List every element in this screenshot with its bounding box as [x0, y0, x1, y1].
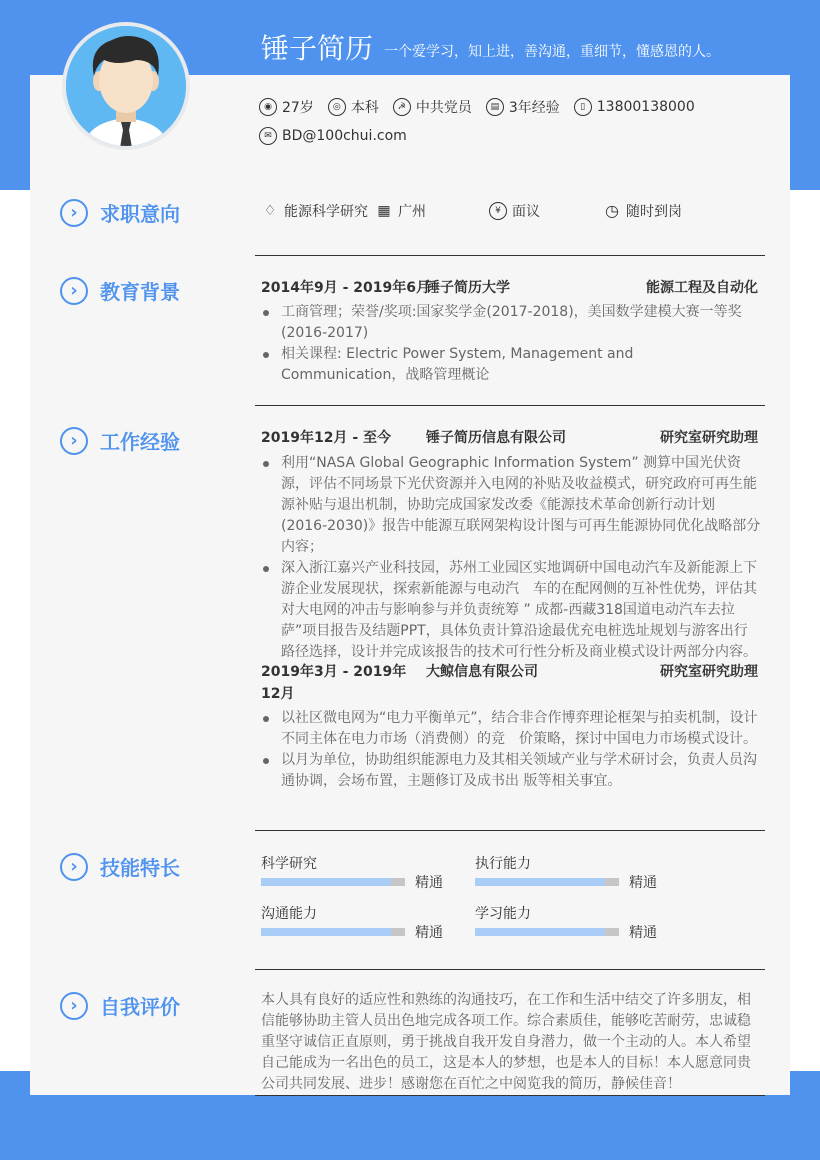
education-major: 能源工程及自动化 — [646, 280, 758, 296]
education-school: 锤子简历大学 — [426, 280, 510, 296]
section-title: 工作经验 — [100, 430, 180, 454]
section-title: 自我评价 — [100, 995, 180, 1019]
clock-icon: ◷ — [605, 201, 619, 220]
self-evaluation-text: 本人具有良好的适应性和熟练的沟通技巧，在工作和生活中结交了许多朋友，相信能够协助主管人员出色地完成各项工作。综合素质佳，能够吃苦耐劳，忠诚稳重坚守诚信正直原则，勇于挑战自我开发自身潜力，做一个主动的人。本人希望自己能成为一名出色的员工，这是本人的梦想，也是本人的目标！本人愿意同贵公司共同发展、进步！感谢您在百忙之中阅览我的简历，静候佳音！ — [261, 992, 751, 1092]
section-education-header — [60, 276, 180, 305]
section-intent-header — [60, 198, 180, 227]
email-icon: ✉ — [259, 127, 277, 145]
skill-level: 精通 — [629, 925, 657, 941]
work-company: 锤子简历信息有限公司 — [426, 430, 566, 446]
intent-availability-text: 随时到岗 — [626, 204, 682, 220]
chevron-right-icon: › — [60, 992, 88, 1020]
chevron-right-icon: › — [60, 427, 88, 455]
info-degree — [328, 97, 379, 117]
info-email-text: BD@100chui.com — [282, 128, 407, 144]
section-title: 教育背景 — [100, 280, 180, 304]
divider — [255, 969, 765, 970]
intent-salary — [489, 201, 603, 221]
list-item: 利用“NASA Global Geographic Information System” 测算中国光伏资源，评估不同场景下光伏资源并入电网的补贴及收益模式，研究政府可再生能源补贴与退出机制，协助完成国家发改委《能源技术革命创新行动计划(2016-2030)》报告中能源互联网架构设计图与可再生能源协同优化战略部分内容； — [261, 453, 761, 558]
section-work-header — [60, 426, 180, 455]
divider — [255, 830, 765, 831]
work-entry-1-header — [261, 427, 758, 447]
list-item: 工商管理；荣誉/奖项:国家奖学金(2017-2018)，美国数学建模大赛一等奖(2016-2017) — [261, 302, 761, 344]
skill-bar-fill — [261, 928, 391, 936]
info-experience — [486, 97, 560, 117]
divider — [255, 1095, 765, 1096]
skill-name: 沟通能力 — [261, 906, 317, 922]
work-company: 大鲸信息有限公司 — [426, 664, 538, 680]
chevron-right-icon: › — [60, 277, 88, 305]
list-item: 以社区微电网为“电力平衡单元”，结合非合作博弈理论框架与拍卖机制，设计不同主体在电力市场（消费侧）的竞 价策略，探讨中国电力市场模式设计。 — [261, 708, 761, 750]
work-role: 研究室研究助理 — [660, 430, 758, 446]
chevron-right-icon: › — [60, 199, 88, 227]
tie-icon: ♢ — [263, 203, 277, 219]
skill-bar — [475, 878, 619, 886]
avatar — [62, 22, 190, 150]
skill-name: 科学研究 — [261, 856, 317, 872]
info-age — [259, 97, 314, 117]
basic-info-row-2 — [259, 127, 421, 145]
skill-level: 精通 — [629, 875, 657, 891]
skill-bar-fill — [261, 878, 391, 886]
list-item: 以月为单位，协助组织能源电力及其相关领域产业与学术研讨会，负责人员沟通协调，会场布置，主题修订及成书出 版等相关事宜。 — [261, 750, 761, 792]
skill-name: 学习能力 — [475, 906, 531, 922]
work-date: 2019年3月 - 2019年12月 — [261, 664, 407, 702]
work-entry-2-header — [261, 661, 758, 703]
age-icon: ◉ — [259, 98, 277, 116]
work-entry-1-details — [261, 453, 761, 663]
intent-field — [261, 201, 375, 221]
section-skills-header — [60, 852, 180, 881]
degree-icon: ◎ — [328, 98, 346, 116]
intent-city-text: 广州 — [398, 204, 426, 220]
intent-field-text: 能源科学研究 — [284, 204, 368, 220]
info-party-text: 中共党员 — [415, 100, 472, 116]
skill-name: 执行能力 — [475, 856, 531, 872]
list-item: 相关课程: Electric Power System, Management and Communication，战略管理概论 — [261, 344, 761, 386]
job-intent-row — [261, 201, 761, 221]
skill-bar-fill — [475, 928, 605, 936]
work-role: 研究室研究助理 — [660, 664, 758, 680]
info-phone — [574, 98, 695, 116]
skill-bar — [475, 928, 619, 936]
work-date: 2019年12月 - 至今 — [261, 430, 392, 446]
education-date: 2014年9月 - 2019年6月 — [261, 280, 430, 296]
salary-icon: ¥ — [489, 202, 507, 220]
divider — [255, 255, 765, 256]
education-details — [261, 302, 761, 386]
info-degree-text: 本科 — [350, 100, 379, 116]
building-icon: ▦ — [377, 203, 391, 219]
skill-level: 精通 — [415, 925, 443, 941]
skill-bar — [261, 878, 405, 886]
intent-salary-text: 面议 — [512, 204, 540, 220]
info-phone-text: 13800138000 — [596, 99, 695, 115]
intent-availability — [603, 201, 682, 221]
candidate-name: 锤子简历 — [261, 32, 374, 65]
info-age-text: 27岁 — [282, 100, 314, 116]
education-entry-header — [261, 277, 758, 297]
section-self-header — [60, 991, 180, 1020]
phone-icon: ▯ — [574, 98, 592, 116]
party-icon: ☭ — [393, 98, 411, 116]
avatar-illustration-icon — [66, 26, 186, 146]
intent-city — [375, 201, 489, 221]
motto: 一个爱学习，知上进，善沟通，重细节，懂感恩的人。 — [384, 44, 720, 60]
list-item: 深入浙江嘉兴产业科技园，苏州工业园区实地调研中国电动汽车及新能源上下游企业发展现状，探索新能源与电动汽 车的在配网侧的互补性优势，评估其对大电网的冲击与影响参与并负责统筹 ” 成都-西藏318国道电动汽车去拉萨”项目报告及结题PPT，具体负责计算沿途最优充电桩选址规划与游客出行路径选择，设计并完成该报告的技术可行性分析及商业模式设计两部分内容。 — [261, 558, 761, 663]
divider — [255, 405, 765, 406]
skill-bar-fill — [475, 878, 605, 886]
info-party — [393, 97, 472, 117]
info-experience-text: 3年经验 — [508, 100, 560, 116]
work-entry-2-details — [261, 708, 761, 792]
section-title: 求职意向 — [100, 202, 180, 226]
skill-bar — [261, 928, 405, 936]
info-email — [259, 127, 407, 145]
skill-level: 精通 — [415, 875, 443, 891]
chevron-right-icon: › — [60, 853, 88, 881]
section-title: 技能特长 — [100, 856, 180, 880]
basic-info-row-1 — [259, 97, 709, 117]
experience-icon: ▤ — [486, 98, 504, 116]
